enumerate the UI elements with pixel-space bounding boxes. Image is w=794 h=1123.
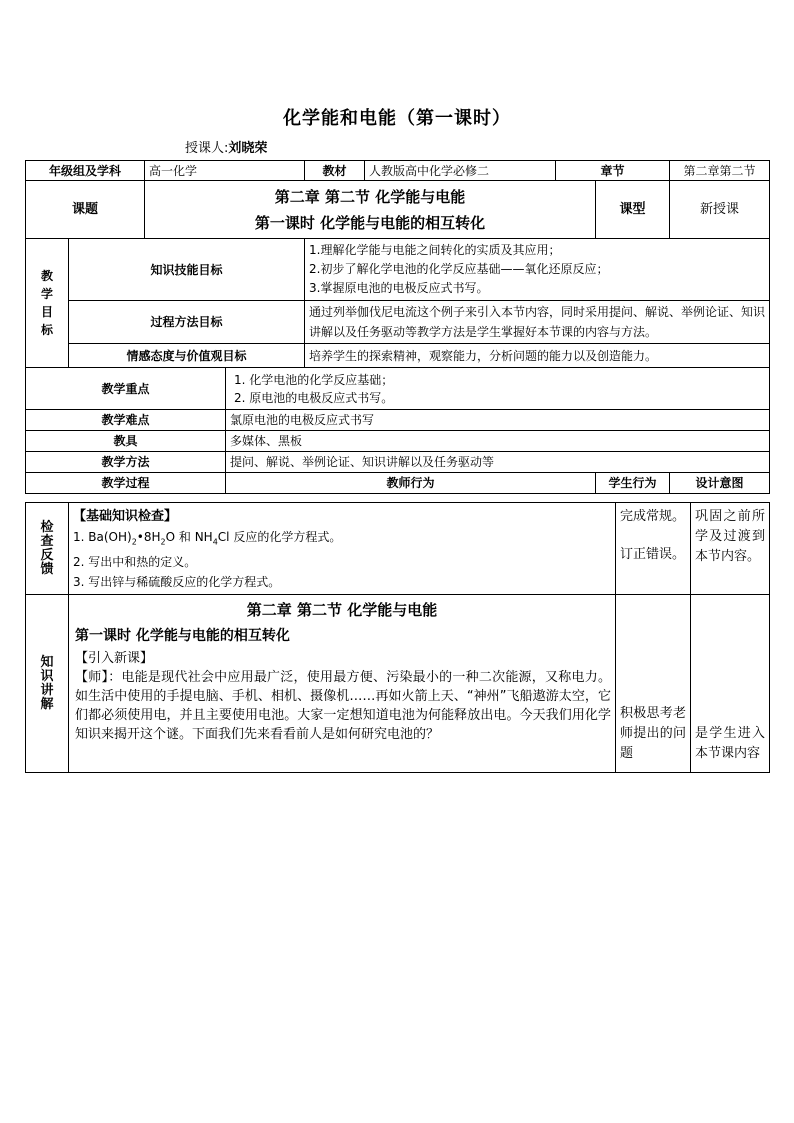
chapter-label: 章节 bbox=[556, 161, 670, 181]
goal-emotion-row bbox=[26, 344, 770, 368]
methods-label: 教学方法 bbox=[26, 452, 226, 473]
process-header-row bbox=[26, 473, 770, 494]
review-student-1: 完成常规。 bbox=[620, 509, 686, 524]
knowledge-design: 是学生进入本节课内容 bbox=[691, 595, 770, 773]
grade-value: 高一化学 bbox=[145, 161, 305, 181]
difficulty-label: 教学难点 bbox=[26, 410, 226, 431]
review-item-1-part: Cl 反应的化学方程式。 bbox=[217, 530, 342, 544]
review-student-2: 订正错误。 bbox=[620, 547, 686, 562]
goals-char: 教 bbox=[40, 269, 53, 283]
topic-title bbox=[145, 181, 596, 239]
knowledge-paragraph: 【师】：电能是现代社会中应用最广泛，使用最方便、污染最小的一种二次能源，又称电力。如生活中使用的手提电脑、手机、相机、摄像机……再如火箭上天、“神州”飞船遨游太空，它们都必须使用电，并且主要使用电池。大家一定想知道电池为何能释放出电。今天我们用化学知识来揭开这个谜。下面我们先来看看前人是如何研究电池的？ bbox=[75, 670, 611, 742]
knowledge-goal-item: 2.初步了解化学电池的化学反应基础——氧化还原反应； bbox=[309, 262, 609, 276]
knowledge-intro: 【引入新课】 bbox=[75, 651, 154, 666]
review-content bbox=[69, 503, 616, 595]
emotion-goal-text: 培养学生的探索精神，观察能力，分析问题的能力以及创造能力。 bbox=[305, 344, 770, 368]
textbook-value: 人教版高中化学必修二 bbox=[365, 161, 556, 181]
process-goal-label: 过程方法目标 bbox=[69, 301, 305, 344]
topic-line-2: 第一课时 化学能与电能的相互转化 bbox=[254, 213, 486, 232]
process-col-design: 设计意图 bbox=[670, 473, 770, 494]
knowledge-row bbox=[26, 595, 770, 773]
review-item-1-sub: 2 bbox=[131, 537, 137, 547]
review-design: 巩固之前所学及过渡到本节内容。 bbox=[691, 503, 770, 595]
tools-value: 多媒体、黑板 bbox=[226, 431, 770, 452]
knowledge-heading: 第二章 第二节 化学能与电能 bbox=[246, 601, 438, 619]
knowledge-goal-item: 3.掌握原电池的电极反应式书写。 bbox=[309, 281, 489, 295]
chapter-value: 第二章第二节 bbox=[670, 161, 770, 181]
review-item-1-sub: 2 bbox=[160, 537, 166, 547]
knowledge-subheading: 第一课时 化学能与电能的相互转化 bbox=[75, 628, 290, 644]
difficulty-row bbox=[26, 410, 770, 431]
knowledge-goal-label: 知识技能目标 bbox=[69, 239, 305, 301]
review-item-1-part: •8H bbox=[136, 530, 161, 544]
process-goal-text: 通过列举伽伐尼电流这个例子来引入本节内容，同时采用提问、解说、举例论证、知识讲解以及任务驱动等教学方法是学生掌握好本节课的内容与方法。 bbox=[305, 301, 770, 344]
review-item-2: 2. 写出中和热的定义。 bbox=[73, 555, 197, 570]
goals-char: 学 bbox=[40, 287, 53, 301]
knowledge-goal-list bbox=[305, 239, 770, 301]
knowledge-char: 讲 bbox=[40, 682, 54, 698]
topic-line-1: 第二章 第二节 化学能与电能 bbox=[274, 187, 466, 206]
tools-row bbox=[26, 431, 770, 452]
process-table bbox=[25, 502, 770, 773]
grade-label: 年级组及学科 bbox=[26, 161, 145, 181]
lesson-type-label: 课型 bbox=[596, 181, 670, 239]
textbook-label: 教材 bbox=[305, 161, 365, 181]
review-item-1-part: O 和 NH bbox=[165, 530, 213, 544]
methods-value: 提问、解说、举例论证、知识讲解以及任务驱动等 bbox=[226, 452, 770, 473]
review-char: 馈 bbox=[40, 561, 54, 577]
key-point-item: 1. 化学电池的化学反应基础； bbox=[234, 372, 394, 387]
review-heading: 【基础知识检查】 bbox=[73, 509, 178, 524]
key-points-list bbox=[226, 368, 770, 410]
key-points-row bbox=[26, 368, 770, 410]
review-item-3: 3. 写出锌与稀硫酸反应的化学方程式。 bbox=[73, 575, 281, 590]
review-char: 检 bbox=[40, 519, 54, 535]
knowledge-char: 识 bbox=[40, 668, 54, 684]
knowledge-student: 积极思考老师提出的问题 bbox=[616, 595, 691, 773]
lesson-plan-table bbox=[25, 160, 770, 494]
lesson-type-value: 新授课 bbox=[670, 181, 770, 239]
process-col-teacher: 教师行为 bbox=[226, 473, 596, 494]
knowledge-content bbox=[69, 595, 616, 773]
knowledge-goal-item: 1.理解化学能与电能之间转化的实质及其应用； bbox=[309, 243, 561, 257]
knowledge-char: 解 bbox=[40, 696, 54, 712]
teacher-name: 刘晓荣 bbox=[228, 141, 268, 156]
teacher-label: 授课人: bbox=[185, 141, 229, 156]
review-item-1-part: 1. Ba(OH) bbox=[73, 530, 132, 544]
knowledge-label bbox=[26, 595, 69, 773]
review-char: 反 bbox=[40, 547, 54, 563]
goal-process-row bbox=[26, 301, 770, 344]
teacher-line bbox=[185, 137, 267, 156]
topic-row bbox=[26, 181, 770, 239]
knowledge-char: 知 bbox=[40, 654, 54, 670]
page-title: 化学能和电能（第一课时） bbox=[283, 108, 511, 129]
topic-label: 课题 bbox=[26, 181, 145, 239]
header-row bbox=[26, 161, 770, 181]
methods-row bbox=[26, 452, 770, 473]
review-char: 查 bbox=[40, 533, 54, 549]
review-item-1-sub: 4 bbox=[212, 537, 218, 547]
difficulty-value: 氯原电池的电极反应式书写 bbox=[226, 410, 770, 431]
review-row bbox=[26, 503, 770, 595]
review-student bbox=[616, 503, 691, 595]
tools-label: 教具 bbox=[26, 431, 226, 452]
review-item-1 bbox=[73, 527, 611, 552]
goal-knowledge-row bbox=[26, 239, 770, 301]
process-col-student: 学生行为 bbox=[596, 473, 670, 494]
process-col-stage: 教学过程 bbox=[26, 473, 226, 494]
emotion-goal-label: 情感态度与价值观目标 bbox=[69, 344, 305, 368]
goals-char: 标 bbox=[40, 323, 53, 337]
key-points-label: 教学重点 bbox=[26, 368, 226, 410]
goals-label bbox=[26, 239, 69, 368]
review-label bbox=[26, 503, 69, 595]
key-point-item: 2. 原电池的电极反应式书写。 bbox=[234, 390, 394, 405]
goals-char: 目 bbox=[40, 305, 53, 319]
